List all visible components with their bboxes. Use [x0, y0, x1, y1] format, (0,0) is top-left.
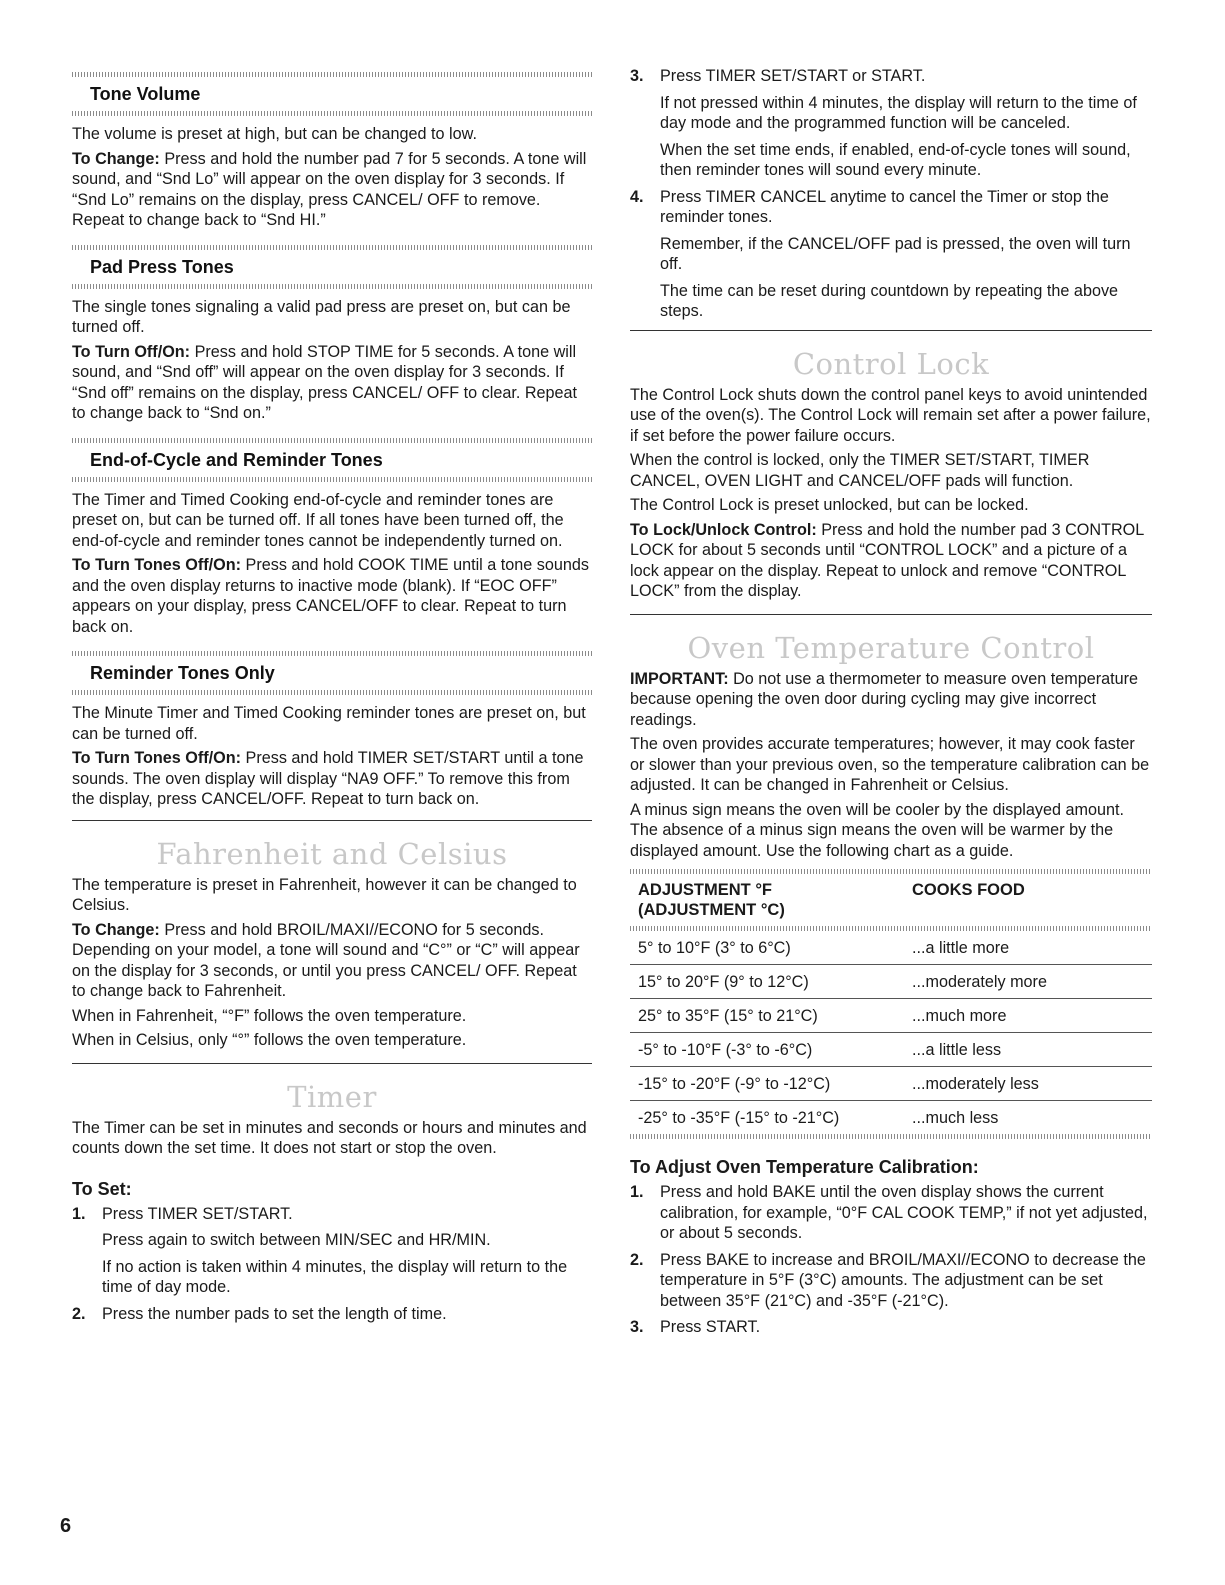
adjustment-table	[630, 869, 1152, 1139]
step-1	[72, 1204, 592, 1298]
table-row	[630, 1067, 1152, 1101]
lead-label: To Turn Off/On:	[72, 342, 191, 361]
step-text: Press the number pads to set the length of time.	[102, 1304, 447, 1323]
paragraph-text: Do not use a thermometer to measure oven temperature because opening the oven door during cycling may give incorrect readings.	[630, 669, 1138, 729]
lead-label: To Change:	[72, 149, 160, 168]
paragraph: When in Fahrenheit, “°F” follows the oven temperature.	[72, 1006, 467, 1025]
adjustment-cell: -15° to -20°F (-9° to -12°C)	[638, 1075, 831, 1093]
adjustment-cell: 5° to 10°F (3° to 6°C)	[638, 939, 791, 957]
step-number: 3.	[630, 67, 644, 85]
step-text: If no action is taken within 4 minutes, the display will return to the time of day mode.	[102, 1257, 568, 1296]
section-title: Pad Press Tones	[90, 256, 234, 277]
step-number: 1.	[630, 1183, 644, 1201]
adjustment-cell: 25° to 35°F (15° to 21°C)	[638, 1007, 818, 1025]
paragraph: A minus sign means the oven will be cooler by the displayed amount. The absence of a minus sign means the oven will be warmer by the displayed amount. Use the following chart as a guide.	[630, 800, 1124, 860]
step-number: 4.	[630, 187, 644, 206]
header-adjustment	[638, 880, 912, 920]
right-column	[630, 66, 1152, 1344]
step-3	[630, 66, 1152, 181]
paragraph	[630, 520, 1152, 602]
hatch-band	[72, 690, 592, 695]
paragraph: When in Celsius, only “°” follows the oven temperature.	[72, 1031, 467, 1049]
hatch-band	[630, 1134, 1152, 1139]
step-number: 2.	[72, 1304, 86, 1323]
paragraph: The Control Lock is preset unlocked, but can be locked.	[630, 496, 1029, 514]
oven-temperature-title: Oven Temperature Control	[687, 630, 1095, 665]
timer-title: Timer	[287, 1079, 377, 1114]
step-number: 3.	[630, 1318, 644, 1336]
header-adjustment-f: ADJUSTMENT °F	[638, 881, 773, 899]
end-cycle-header	[72, 438, 592, 482]
to-set-heading: To Set:	[72, 1178, 132, 1199]
adjustment-cell: 15° to 20°F (9° to 12°C)	[638, 973, 809, 991]
fahrenheit-celsius-title: Fahrenheit and Celsius	[156, 836, 508, 871]
step-2	[72, 1304, 592, 1325]
paragraph	[72, 149, 592, 231]
calibration-step-3	[630, 1317, 1152, 1338]
lead-label: To Lock/Unlock Control:	[630, 520, 817, 539]
paragraph: The Minute Timer and Timed Cooking reminder tones are preset on, but can be turned off.	[72, 704, 586, 743]
paragraph: The oven provides accurate temperatures; however, it may cook faster or slower than your previous oven, so the temperature calibration can be adjusted. It can be changed in Fahrenheit or Celsius.	[630, 735, 1150, 794]
step-text: Press BAKE to increase and BROIL/MAXI//ECONO to decrease the temperature in 5°F (3°C) amounts. The adjustment can be set between 35°F (21°C) and -35°F (-21°C).	[660, 1250, 1146, 1310]
control-lock-title: Control Lock	[792, 346, 990, 381]
paragraph: The Control Lock shuts down the control panel keys to avoid unintended use of the oven(s). The Control Lock will remain set after a power failure, if set before the power failure occurs.	[630, 385, 1151, 445]
hatch-band	[72, 284, 592, 289]
paragraph-text: Press and hold TIMER SET/START until a tone sounds. The oven display will display “NA9 OFF.” To remove this from the display, press CANCEL/OFF. Repeat to turn back on.	[72, 749, 584, 808]
step-text: If not pressed within 4 minutes, the display will return to the time of day mode and the programmed function will be canceled.	[660, 93, 1137, 132]
cooks-food-cell: ...much less	[912, 1109, 999, 1127]
paragraph	[72, 920, 592, 1002]
step-number: 1.	[72, 1204, 86, 1223]
section-title: Tone Volume	[90, 84, 201, 104]
header-adjustment-c: (ADJUSTMENT °C)	[638, 901, 785, 919]
pad-press-header	[72, 245, 592, 289]
table-row	[630, 999, 1152, 1033]
paragraph	[72, 555, 592, 637]
step-text: Press START.	[660, 1318, 761, 1336]
step-text: Press TIMER CANCEL anytime to cancel the Timer or stop the reminder tones.	[660, 187, 1109, 226]
table-row	[630, 1101, 1152, 1134]
table-row	[630, 965, 1152, 999]
lead-label: IMPORTANT:	[630, 669, 729, 688]
table-header	[630, 874, 1152, 926]
paragraph-text: Press and hold STOP TIME for 5 seconds. A tone will sound, and “Snd off” will appear on the oven display for 3 seconds. If “Snd off” remains on the display, press CANCEL/ OFF to clear. Repeat to change back to “Snd on.”	[72, 342, 578, 422]
step-text: Remember, if the CANCEL/OFF pad is pressed, the oven will turn off.	[660, 234, 1131, 273]
step-text: The time can be reset during countdown by repeating the above steps.	[660, 281, 1119, 320]
page-number: 6	[60, 1515, 72, 1537]
section-title: End-of-Cycle and Reminder Tones	[90, 449, 383, 470]
step-text: Press TIMER SET/START.	[102, 1204, 293, 1223]
adjustment-cell: -5° to -10°F (-3° to -6°C)	[638, 1041, 813, 1059]
lead-label: To Change:	[72, 920, 160, 939]
cooks-food-cell: ...a little less	[912, 1041, 1002, 1059]
calibration-step-1	[630, 1182, 1152, 1244]
hatch-band	[72, 477, 592, 482]
cooks-food-cell: ...a little more	[912, 939, 1010, 957]
paragraph	[72, 748, 592, 810]
cooks-food-cell: ...moderately more	[912, 973, 1047, 991]
left-column	[72, 72, 592, 1330]
section-title: Reminder Tones Only	[90, 663, 275, 683]
step-text: When the set time ends, if enabled, end-of-cycle tones will sound, then reminder tones will sound every minute.	[660, 140, 1131, 179]
paragraph: When the control is locked, only the TIMER SET/START, TIMER CANCEL, OVEN LIGHT and CANCEL/OFF pads will function.	[630, 451, 1090, 490]
step-text: Press again to switch between MIN/SEC and HR/MIN.	[102, 1231, 491, 1249]
hatch-band	[72, 111, 592, 116]
header-cooks-food: COOKS FOOD	[912, 881, 1025, 899]
lead-label: To Turn Tones Off/On:	[72, 749, 242, 767]
paragraph-text: Press and hold COOK TIME until a tone sounds and the oven display returns to inactive mode (blank). If “EOC OFF” appears on your display, press CANCEL/OFF to clear. Repeat to turn back on.	[72, 556, 589, 636]
paragraph	[72, 342, 592, 424]
paragraph-text: Press and hold the number pad 3 CONTROL LOCK for about 5 seconds until “CONTROL LOCK” and a picture of a lock appear on the display. Repeat to unlock and remove “CONTROL LOCK” from the display.	[630, 520, 1144, 600]
paragraph: The Timer can be set in minutes and seconds or hours and minutes and counts down the set time. It does not start or stop the oven.	[72, 1118, 587, 1157]
calibration-step-2	[630, 1250, 1152, 1312]
paragraph: The Timer and Timed Cooking end-of-cycle and reminder tones are preset on, but can be turned off. If all tones have been turned off, the end-of-cycle and reminder tones cannot be independently turned on.	[72, 490, 564, 550]
paragraph-text: Press and hold the number pad 7 for 5 seconds. A tone will sound, and “Snd Lo” will appear on the oven display for 3 seconds. If “Snd Lo” remains on the display, press CANCEL/ OFF to remove. Repeat to change back to “Snd HI.”	[72, 149, 587, 229]
step-number: 2.	[630, 1250, 644, 1269]
paragraph: The single tones signaling a valid pad press are preset on, but can be turned off.	[72, 297, 571, 336]
paragraph: The volume is preset at high, but can be changed to low.	[72, 125, 477, 143]
paragraph	[630, 669, 1152, 731]
cooks-food-cell: ...moderately less	[912, 1075, 1039, 1093]
step-text: Press TIMER SET/START or START.	[660, 67, 926, 85]
table-row	[630, 931, 1152, 965]
table-row	[630, 1033, 1152, 1067]
table-body	[630, 931, 1152, 1134]
cooks-food-cell: ...much more	[912, 1007, 1007, 1025]
reminder-only-header	[72, 651, 592, 695]
lead-label: To Turn Tones Off/On:	[72, 556, 242, 574]
paragraph: The temperature is preset in Fahrenheit, however it can be changed to Celsius.	[72, 875, 577, 914]
adjustment-cell: -25° to -35°F (-15° to -21°C)	[638, 1109, 840, 1127]
step-4	[630, 187, 1152, 322]
tone-volume-header	[72, 72, 592, 116]
adjust-calibration-heading: To Adjust Oven Temperature Calibration:	[630, 1157, 979, 1177]
step-text: Press and hold BAKE until the oven display shows the current calibration, for example, “0°F CAL COOK TEMP,” if not yet adjusted, or about 5 seconds.	[660, 1183, 1148, 1242]
paragraph-text: Press and hold BROIL/MAXI//ECONO for 5 seconds. Depending on your model, a tone will sound and “C°” or “C” will appear on the display for 3 seconds, or until you press CANCEL/ OFF. Repeat to change back to Fahrenheit.	[72, 920, 580, 1000]
